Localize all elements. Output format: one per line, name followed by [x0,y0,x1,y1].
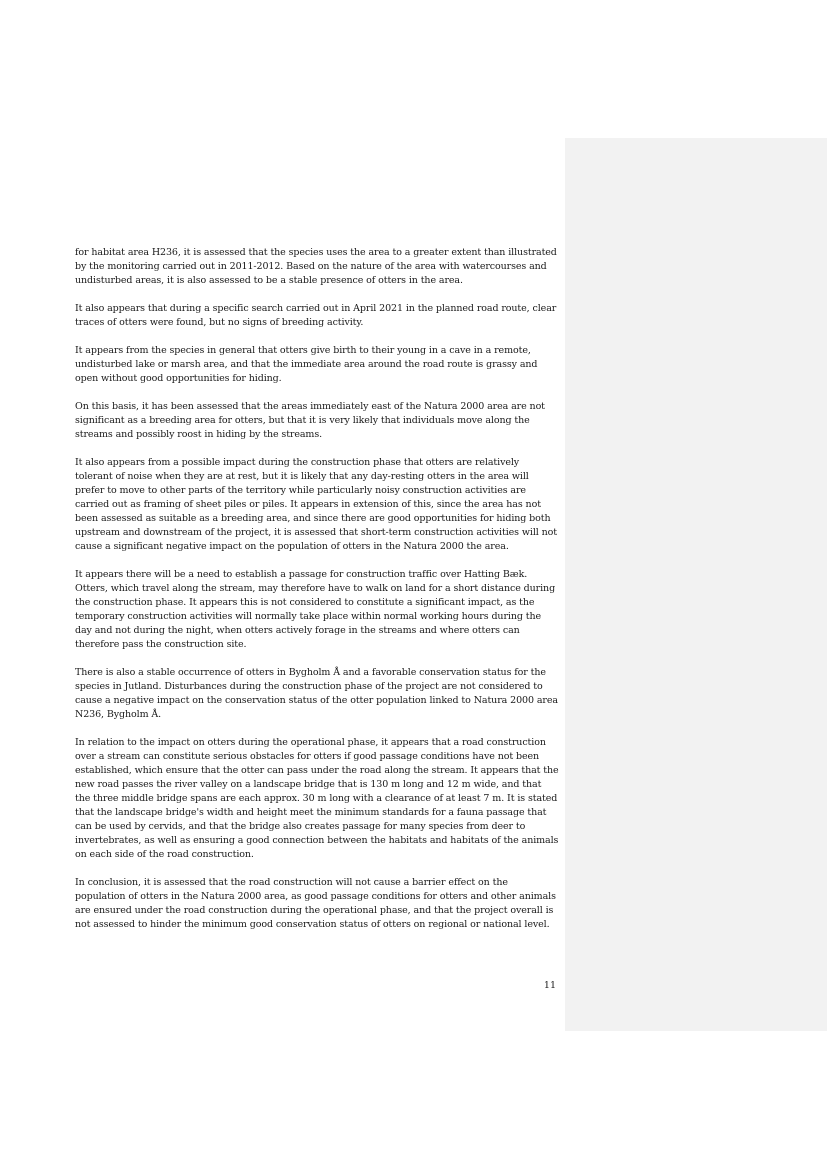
paragraph-1: for habitat area H236, it is assessed that the species uses the area to a greater extent than illustrated by the monitoring carried out in 2011-2012. Based on the nature of the area with watercourses and undisturbed areas, it is also assessed to be a stable presence of otters in the area. [75,247,557,286]
paragraph-7: There is also a stable occurrence of otters in Bygholm Å and a favorable conservation status for the species in Jutland. Disturbances during the construction phase of the project are not considered to cause a negative impact on the conservation status of the otter population linked to Natura 2000 area N236, Bygholm Å. [75,667,558,720]
comment-margin-pane [565,138,827,1031]
paragraph-6: It appears there will be a need to establish a passage for construction traffic over Hatting Bæk. Otters, which travel along the stream, may therefore have to walk on land for a short distance during the construction phase. It appears this is not considered to constitute a significant impact, as the temporary construction activities will normally take place within normal working hours during the day and not during the night, when otters actively forage in the streams and where otters can therefore pass the construction site. [75,569,556,650]
paragraph-8: In relation to the impact on otters during the operational phase, it appears that a road construction over a stream can constitute serious obstacles for otters if good passage conditions have not been established, which ensure that the otter can pass under the road along the stream. It appears that the new road passes the river valley on a landscape bridge that is 130 m long and 12 m wide, and that the three middle bridge spans are each approx. 30 m long with a clearance of at least 7 m. It is stated that the landscape bridge's width and height meet the minimum standards for a fauna passage that can be used by cervids, and that the bridge also creates passage for many species from deer to invertebrates, as well as ensuring a good connection between the habitats and habitats of the animals on each side of the road construction. [75,737,559,860]
paragraph-3: It appears from the species in general that otters give birth to their young in a cave in a remote, undisturbed lake or marsh area, and that the immediate area around the road route is grassy and open without good opportunities for hiding. [75,345,538,384]
paragraph-2: It also appears that during a specific search carried out in April 2021 in the planned road route, clear traces of otters were found, but no signs of breeding activity. [75,303,557,328]
document-body [75,246,559,946]
paragraph-5: It also appears from a possible impact during the construction phase that otters are relatively tolerant of noise when they are at rest, but it is likely that any day-resting otters in the area will prefer to move to other parts of the territory while particularly noisy construction activities are carried out as framing of sheet piles or piles. It appears in extension of this, since the area has not been assessed as suitable as a breeding area, and since there are good opportunities for hiding both upstream and downstream of the project, it is assessed that short-term construction activities will not cause a significant negative impact on the population of otters in the Natura 2000 the area. [75,457,557,552]
paragraph-4: On this basis, it has been assessed that the areas immediately east of the Natura 2000 area are not significant as a breeding area for otters, but that it is very likely that individuals move along the streams and possibly roost in hiding by the streams. [75,401,545,440]
page-number: 11 [543,980,556,991]
paragraph-9: In conclusion, it is assessed that the road construction will not cause a barrier effect on the population of otters in the Natura 2000 area, as good passage conditions for otters and other animals are ensured under the road construction during the operational phase, and that the project overall is not assessed to hinder the minimum good conservation status of otters on regional or national level. [75,877,556,930]
